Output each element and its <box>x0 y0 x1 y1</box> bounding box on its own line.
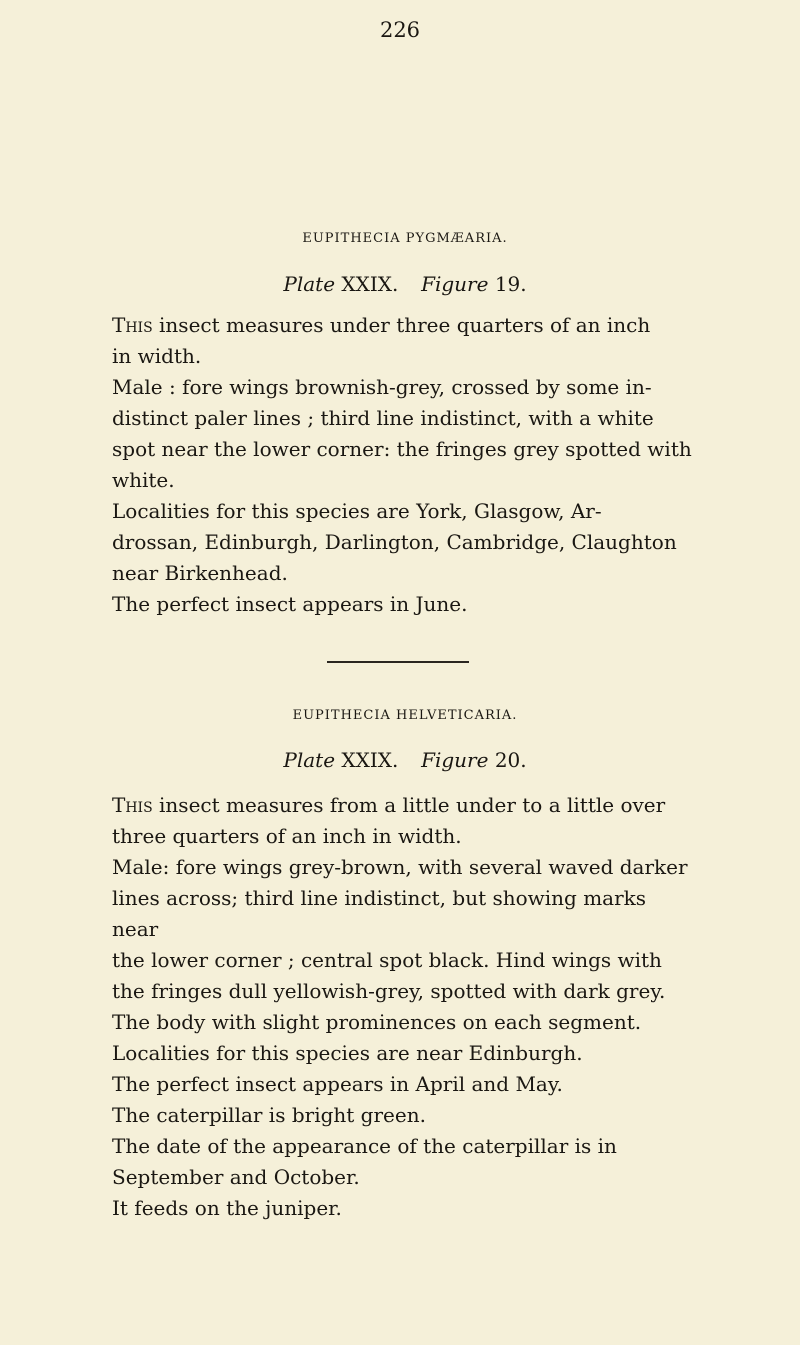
line-text: near Birkenhead. <box>112 561 288 585</box>
text-line <box>112 821 698 852</box>
line-text: It feeds on the juniper. <box>112 1196 342 1220</box>
line-text: The caterpillar is bright green. <box>112 1103 426 1127</box>
small-caps-lead: This <box>112 313 153 337</box>
text-line <box>112 1069 698 1100</box>
line-text: The perfect insect appears in June. <box>112 592 468 616</box>
page-number: 226 <box>379 18 421 42</box>
section-heading-helveticaria: EUPITHECIA HELVETICARIA. <box>292 708 518 723</box>
line-text: insect measures from a little under to a little over <box>152 793 666 817</box>
text-line <box>112 945 698 976</box>
line-text: Male : fore wings brownish-grey, crossed by some in- <box>112 375 652 399</box>
text-line <box>112 465 698 496</box>
text-line <box>112 1100 698 1131</box>
line-text: Male: fore wings grey-brown, with several waved darker <box>112 855 688 879</box>
line-text: The perfect insect appears in April and May. <box>112 1072 563 1096</box>
text-line <box>112 976 698 1007</box>
plate-reference-20 <box>112 748 698 772</box>
text-line <box>112 1193 698 1224</box>
text-line <box>112 310 698 341</box>
figure-label: Figure <box>421 272 489 296</box>
line-text: spot near the lower corner: the fringes grey spotted with <box>112 437 692 461</box>
text-line <box>112 883 698 945</box>
plate-label: Plate <box>283 748 336 772</box>
text-line <box>112 1007 698 1038</box>
line-text: The body with slight prominences on each segment. <box>112 1010 642 1034</box>
text-line <box>112 558 698 589</box>
text-line <box>112 372 698 403</box>
line-text: the lower corner ; central spot black. Hind wings with <box>112 948 662 972</box>
text-line <box>112 341 698 372</box>
text-line <box>112 1131 698 1162</box>
plate-label: Plate <box>283 272 336 296</box>
line-text: the fringes dull yellowish-grey, spotted with dark grey. <box>112 979 666 1003</box>
text-line <box>112 790 698 821</box>
text-line <box>112 852 698 883</box>
line-text: white. <box>112 468 175 492</box>
line-text: Localities for this species are near Edinburgh. <box>112 1041 583 1065</box>
figure-number: 20. <box>494 748 527 772</box>
text-line <box>112 434 698 465</box>
line-text: lines across; third line indistinct, but showing marks near <box>112 886 647 941</box>
text-line <box>112 589 698 620</box>
text-line <box>112 1038 698 1069</box>
line-text: The date of the appearance of the caterpillar is in <box>112 1134 617 1158</box>
line-text: Localities for this species are York, Glasgow, Ar- <box>112 499 602 523</box>
line-text: September and October. <box>112 1165 360 1189</box>
text-line <box>112 403 698 434</box>
line-text: three quarters of an inch in width. <box>112 824 462 848</box>
line-text: in width. <box>112 344 202 368</box>
figure-label: Figure <box>421 748 489 772</box>
line-text: distinct paler lines ; third line indistinct, with a white <box>112 406 654 430</box>
section-body-pygmaeria <box>112 310 698 620</box>
figure-number: 19. <box>494 272 527 296</box>
line-text: drossan, Edinburgh, Darlington, Cambridge, Claughton <box>112 530 677 554</box>
text-line <box>112 527 698 558</box>
section-divider <box>327 661 469 663</box>
text-line <box>112 1162 698 1193</box>
small-caps-lead: This <box>112 793 153 817</box>
section-heading-pygmaeria: EUPITHECIA PYGMÆARIA. <box>302 231 508 246</box>
line-text: insect measures under three quarters of an inch <box>152 313 651 337</box>
plate-reference-19 <box>112 272 698 296</box>
plate-number: XXIX. <box>341 272 399 296</box>
section-body-helveticaria <box>112 790 698 1224</box>
plate-number: XXIX. <box>341 748 399 772</box>
text-line <box>112 496 698 527</box>
